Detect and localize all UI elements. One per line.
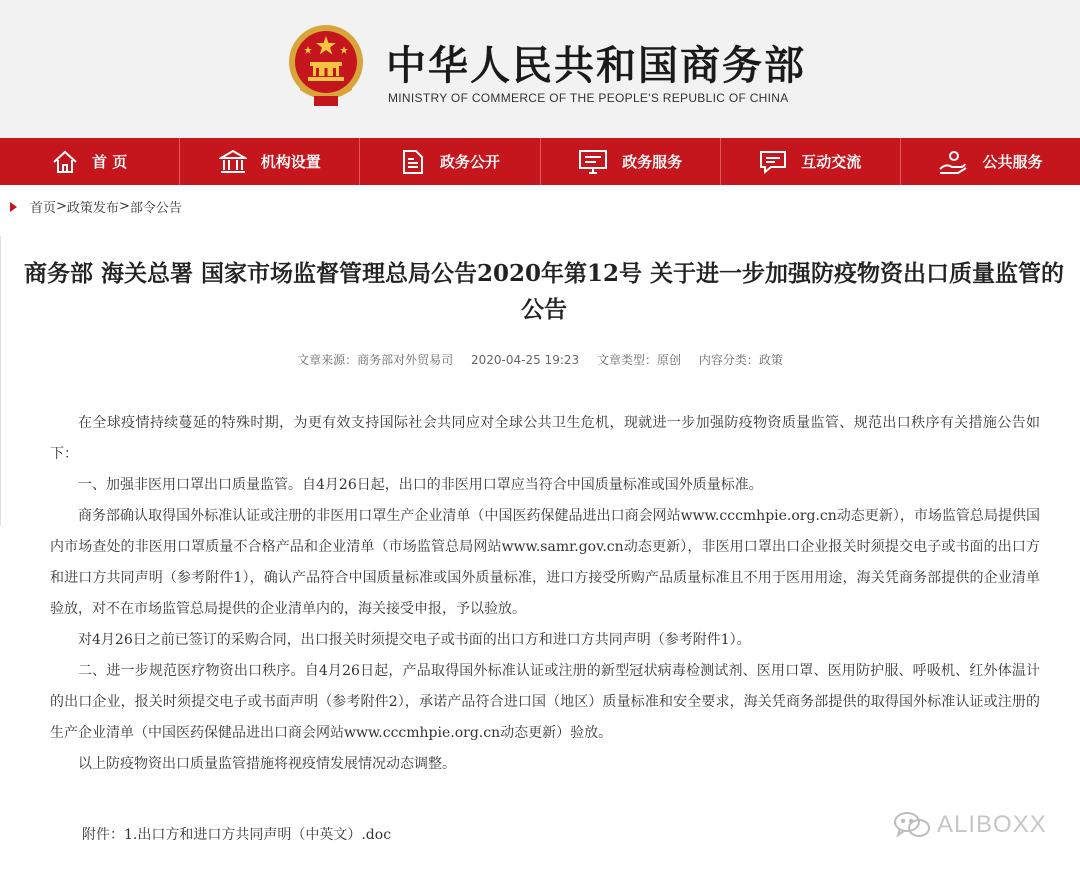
article-meta [0,351,1080,368]
document-icon [400,149,426,175]
article-paragraph: 在全球疫情持续蔓延的特殊时期，为更有效支持国际社会共同应对全球公共卫生危机，现就进一步加强防疫物资质量监管、规范出口秩序有关措施公告如下： [50,415,1040,462]
nav-item-organization[interactable] [180,138,360,185]
nav-label: 政务服务 [622,153,683,171]
nav-label: 互动交流 [801,153,862,171]
nav-item-interaction[interactable] [721,138,901,185]
article-paragraph: 对4月26日之前已签订的采购合同，出口报关时须提交电子或书面的出口方和进口方共同声明（参考附件1）。 [78,632,751,648]
hand-service-icon [938,149,968,175]
nav-label: 政务公开 [439,153,500,171]
nav-label: 公共服务 [982,153,1043,171]
article-category: 内容分类：政策 [698,353,783,367]
article-title: 商务部 海关总署 国家市场监督管理总局公告2020年第12号 关于进一步加强防疫物资出口质量监管的公告 [23,260,1065,323]
article-body [50,408,1040,780]
article-paragraph: 商务部确认取得国外标准认证或注册的非医用口罩生产企业清单（中国医药保健品进出口商会网站www.cccmhpie.org.cn动态更新），市场监管总局提供国内市场查处的非医用口罩质量不合格产品和企业清单（市场监管总局网站www.samr.gov.cn动态更新），非医用口罩出口企业报关时须提交电子或书面的出口方和进口方共同声明（参考附件1），确认产品符合中国质量标准或国外质量标准，进口方接受所购产品质量标准且不用于医用用途，海关凭商务部提供的企业清单验放，对不在市场监管总局提供的企业清单内的，海关接受申报，予以验放。 [50,508,1040,617]
article-source: 文章来源：商务部对外贸易司 [297,353,454,367]
breadcrumb-policy[interactable]: 政策发布 [66,201,119,216]
breadcrumb-separator: > [118,199,130,214]
nav-label: 机构设置 [260,153,321,171]
site-subtitle: MINISTRY OF COMMERCE OF THE PEOPLE'S REPUBLIC OF CHINA [388,91,789,105]
watermark [893,810,1047,840]
article-paragraph: 以上防疫物资出口质量监管措施将视疫情发展情况动态调整。 [78,756,456,772]
national-emblem-icon [286,22,366,110]
breadcrumb-arrow-icon [10,202,17,212]
site-header [0,0,1080,138]
attachment-link[interactable]: 附件：1.出口方和进口方共同声明（中英文）.doc [82,827,392,843]
nav-item-gov-affairs-open[interactable] [360,138,540,185]
site-title: 中华人民共和国商务部 [386,43,806,89]
wechat-icon [893,810,931,840]
home-icon [52,150,78,174]
breadcrumb-announcements[interactable]: 部令公告 [129,201,182,216]
nav-label: 首 页 [91,153,128,171]
breadcrumb [10,197,182,216]
watermark-text: ALIBOXX [937,811,1047,838]
nav-item-home[interactable] [0,138,180,185]
nav-item-gov-services[interactable] [541,138,721,185]
article-type: 文章类型：原创 [596,353,681,367]
article-paragraph: 一、加强非医用口罩出口质量监管。自4月26日起，出口的非医用口罩应当符合中国质量标准或国外质量标准。 [78,477,763,493]
article-date: 2020-04-25 19:23 [471,353,580,367]
divider [0,236,1,526]
monitor-icon [578,149,608,175]
building-icon [219,149,247,175]
chat-icon [759,149,787,175]
breadcrumb-home[interactable]: 首页 [30,201,57,216]
nav-item-public-services[interactable] [901,138,1080,185]
breadcrumb-separator: > [56,199,67,214]
main-nav [0,138,1080,185]
article-paragraph: 二、进一步规范医疗物资出口秩序。自4月26日起，产品取得国外标准认证或注册的新型冠状病毒检测试剂、医用口罩、医用防护服、呼吸机、红外体温计的出口企业，报关时须提交电子或书面声明（参考附件2），承诺产品符合进口国（地区）质量标准和安全要求，海关凭商务部提供的取得国外标准认证或注册的生产企业清单（中国医药保健品进出口商会网站www.cccmhpie.org.cn动态更新）验放。 [50,663,1040,741]
